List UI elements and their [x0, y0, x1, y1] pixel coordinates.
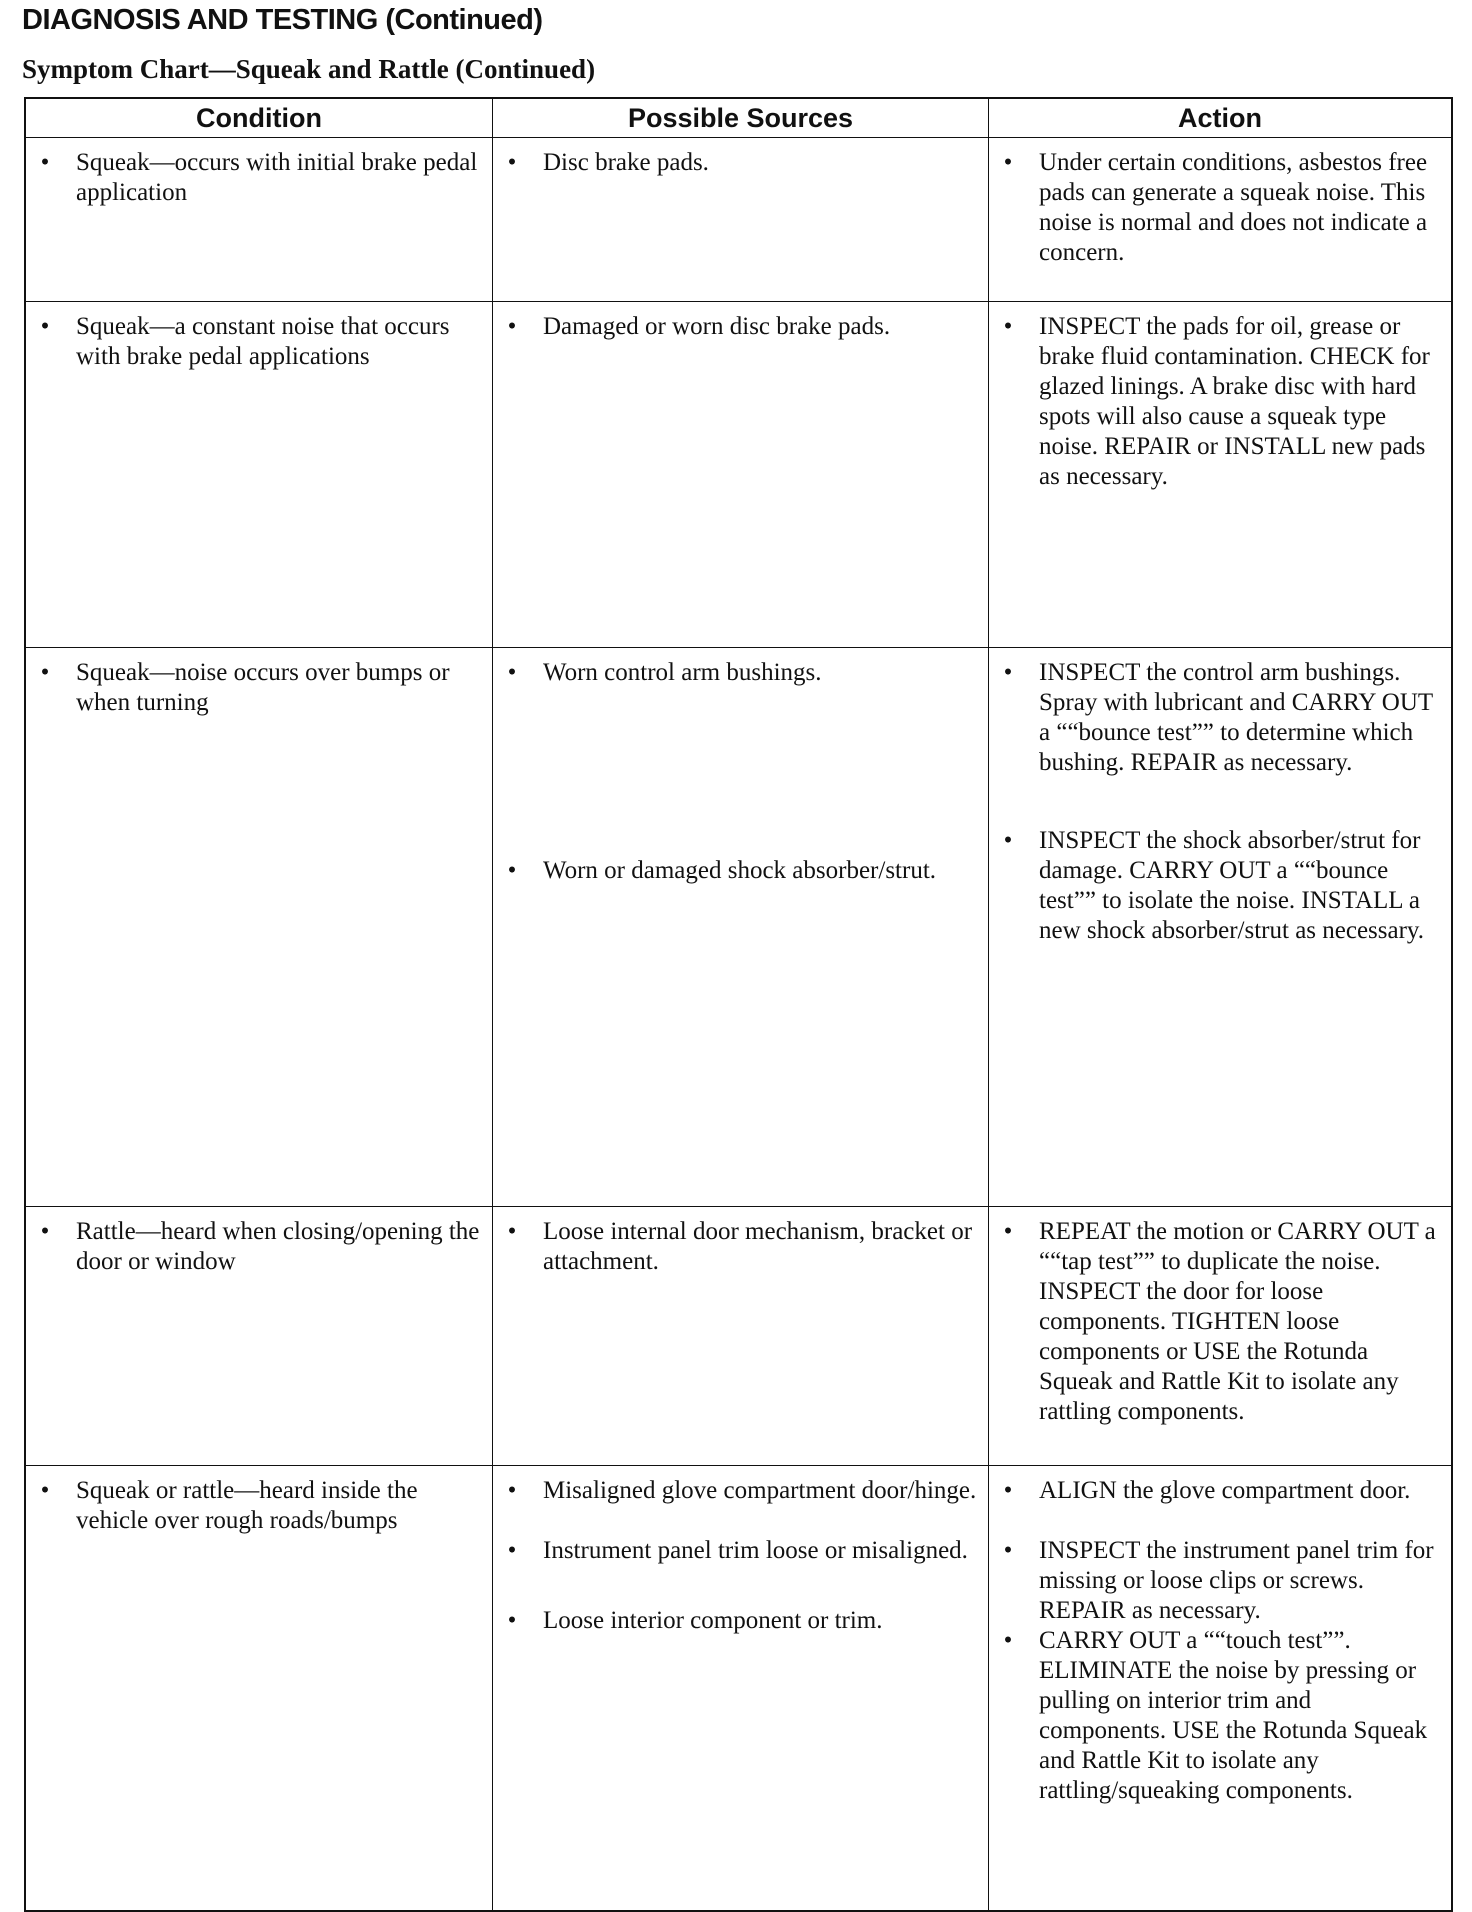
action-text: REPEAT the motion or CARRY OUT a ““tap test”” to duplicate the noise. INSPECT the door for loose components. TIGHTEN loose components or USE the Rotunda Squeak and Rattle Kit to isolate any rattling components.: [1039, 1218, 1436, 1425]
source-text: Loose internal door mechanism, bracket or attachment.: [543, 1218, 973, 1275]
action-cell: [989, 1207, 1453, 1466]
action-text: INSPECT the instrument panel trim for missing or loose clips or screws. REPAIR as necessary.: [1039, 1537, 1434, 1624]
source-text: Misaligned glove compartment door/hinge.: [543, 1477, 977, 1504]
condition-cell: [25, 302, 493, 648]
condition-text: Squeak—a constant noise that occurs with brake pedal applications: [76, 313, 450, 370]
table-row: [25, 648, 1452, 1207]
bullet-mark: •: [40, 1218, 50, 1245]
condition-text: Squeak or rattle—heard inside the vehicle over rough roads/bumps: [76, 1477, 418, 1534]
bullet-mark: •: [40, 1477, 50, 1504]
bullet-mark: •: [40, 149, 50, 176]
action-text: INSPECT the pads for oil, grease or brake fluid contamination. CHECK for glazed linings. A brake disc with hard spots will also cause a squeak type noise. REPAIR or INSTALL new pads as necessary.: [1039, 313, 1430, 490]
bullet-mark: •: [1003, 827, 1013, 854]
source-text: Disc brake pads.: [543, 149, 709, 176]
table-row: [25, 1466, 1452, 1912]
column-header-condition: Condition: [25, 98, 493, 138]
condition-cell: [25, 138, 493, 302]
bullet-mark: •: [1003, 1627, 1013, 1654]
bullet-mark: •: [40, 659, 50, 686]
bullet-mark: •: [507, 857, 517, 884]
action-cell: [989, 1466, 1453, 1912]
condition-text: Squeak—noise occurs over bumps or when turning: [76, 659, 450, 716]
symptom-chart-table: [24, 97, 1453, 1912]
condition-cell: [25, 1207, 493, 1466]
source-cell: [493, 648, 989, 1207]
bullet-mark: •: [1003, 1477, 1013, 1504]
bullet-mark: •: [507, 313, 517, 340]
bullet-mark: •: [507, 659, 517, 686]
condition-cell: [25, 648, 493, 1207]
table-row: [25, 1207, 1452, 1466]
action-cell: [989, 138, 1453, 302]
chart-title: Symptom Chart—Squeak and Rattle (Continued): [22, 54, 596, 84]
column-header-action: Action: [989, 98, 1453, 138]
source-text: Worn control arm bushings.: [543, 659, 822, 686]
action-text: INSPECT the shock absorber/strut for damage. CARRY OUT a ““bounce test”” to isolate the noise. INSTALL a new shock absorber/strut as necessary.: [1039, 827, 1425, 944]
source-text: Instrument panel trim loose or misaligned.: [543, 1537, 968, 1564]
bullet-mark: •: [507, 149, 517, 176]
bullet-mark: •: [507, 1477, 517, 1504]
source-cell: [493, 1207, 989, 1466]
bullet-mark: •: [1003, 313, 1013, 340]
source-cell: [493, 1466, 989, 1912]
source-text: Worn or damaged shock absorber/strut.: [543, 857, 937, 884]
action-text: CARRY OUT a ““touch test””. ELIMINATE the noise by pressing or pulling on interior trim and components. USE the Rotunda Squeak and Rattle Kit to isolate any rattling/squeaking components.: [1039, 1627, 1428, 1804]
action-text: Under certain conditions, asbestos free pads can generate a squeak noise. This noise is normal and does not indicate a concern.: [1039, 149, 1428, 266]
table-header-row: [25, 98, 1452, 138]
section-title: DIAGNOSIS AND TESTING (Continued): [22, 4, 543, 36]
bullet-mark: •: [1003, 1537, 1013, 1564]
condition-text: Squeak—occurs with initial brake pedal application: [76, 149, 478, 206]
bullet-mark: •: [1003, 659, 1013, 686]
action-text: ALIGN the glove compartment door.: [1039, 1477, 1411, 1504]
source-cell: [493, 138, 989, 302]
bullet-mark: •: [40, 313, 50, 340]
bullet-mark: •: [1003, 1218, 1013, 1245]
source-cell: [493, 302, 989, 648]
source-text: Loose interior component or trim.: [543, 1607, 883, 1634]
bullet-mark: •: [507, 1607, 517, 1634]
condition-text: Rattle—heard when closing/opening the door or window: [76, 1218, 480, 1275]
action-text: INSPECT the control arm bushings. Spray with lubricant and CARRY OUT a ““bounce test”” to determine which bushing. REPAIR as necessary.: [1039, 659, 1433, 776]
bullet-mark: •: [1003, 149, 1013, 176]
condition-cell: [25, 1466, 493, 1912]
action-cell: [989, 648, 1453, 1207]
source-text: Damaged or worn disc brake pads.: [543, 313, 891, 340]
table-row: [25, 138, 1452, 302]
column-header-possible-sources: Possible Sources: [493, 98, 989, 138]
manual-page: [22, 0, 1450, 1894]
bullet-mark: •: [507, 1537, 517, 1564]
bullet-mark: •: [507, 1218, 517, 1245]
action-cell: [989, 302, 1453, 648]
table-row: [25, 302, 1452, 648]
